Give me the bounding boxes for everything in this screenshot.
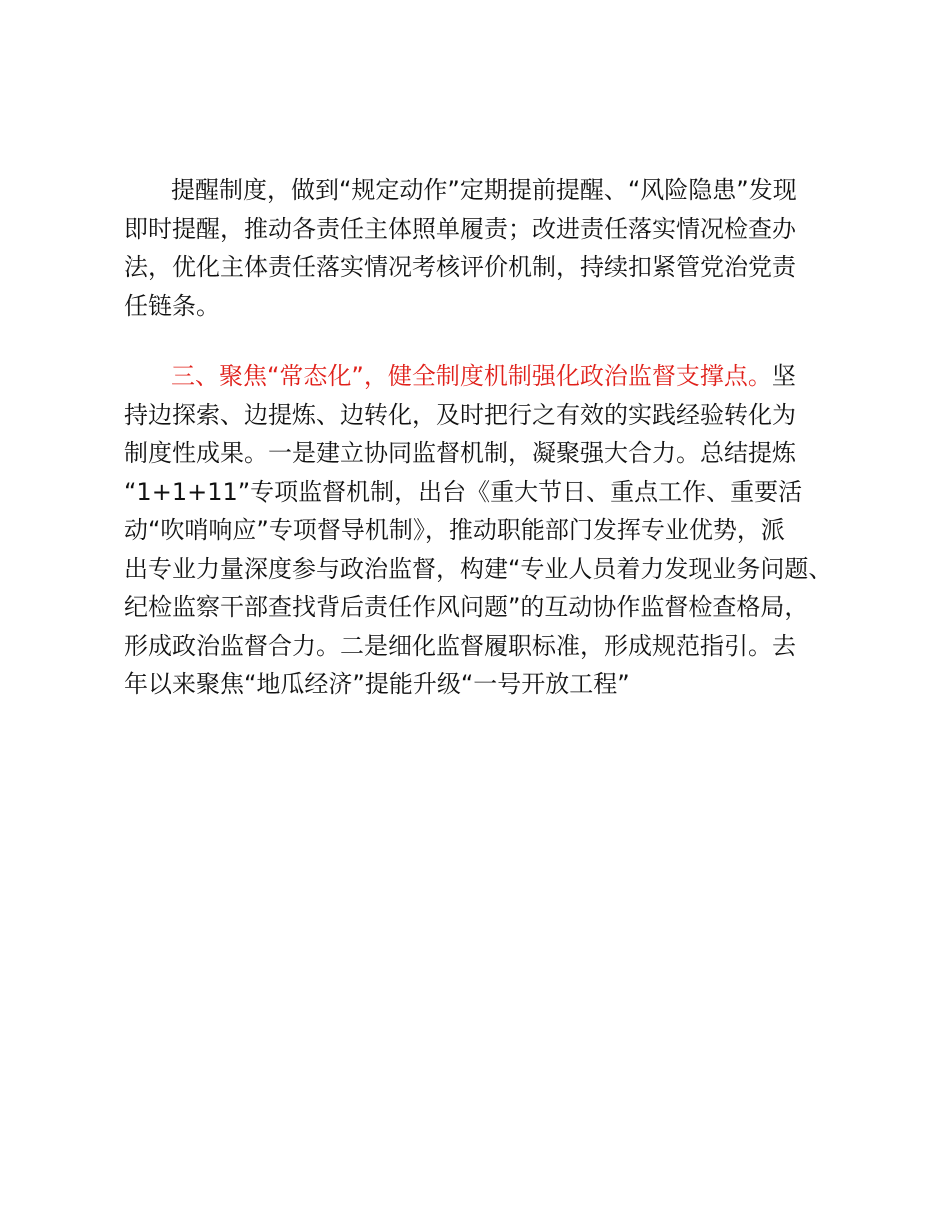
paragraph-line: “1+1+11”专项监督机制，出台《重大节日、重点工作、重要活	[124, 477, 803, 506]
paragraph-line: 形成政治监督合力。二是细化监督履职标准，形成规范指引。去	[124, 631, 796, 660]
heading-line-continuation: 坚	[771, 362, 796, 390]
paragraph-line: 动“吹哨响应”专项督导机制》，推动职能部门发挥专业优势，派	[124, 516, 785, 544]
section-heading: 三、聚焦“常态化”，健全制度机制强化政治监督支撑点。	[171, 362, 772, 390]
paragraph-line: 出专业力量深度参与政治监督，构建“专业人员着力发现业务问题、	[124, 554, 833, 583]
paragraph-line: 年以来聚焦“地瓜经济”提能升级“一号开放工程”	[124, 670, 630, 698]
paragraph-reminder-system	[124, 171, 836, 325]
paragraph-line: 即时提醒，推动各责任主体照单履责；改进责任落实情况检查办	[124, 214, 796, 243]
paragraph-line: 制度性成果。一是建立协同监督机制，凝聚强大合力。总结提炼	[124, 439, 796, 467]
paragraph-line: 纪检监察干部查找背后责任作风问题”的互动协作监督检查格局，	[124, 593, 809, 621]
paragraph-line: 任链条。	[124, 291, 220, 320]
paragraph-line: 提醒制度，做到“规定动作”定期提前提醒、“风险隐患”发现	[171, 176, 797, 204]
paragraph-line: 法，优化主体责任落实情况考核评价机制，持续扣紧管党治党责	[124, 253, 796, 281]
paragraph-line: 持边探索、边提炼、边转化，及时把行之有效的实践经验转化为	[124, 400, 796, 429]
paragraph-normalization	[124, 357, 836, 704]
section-heading-line	[124, 357, 836, 396]
